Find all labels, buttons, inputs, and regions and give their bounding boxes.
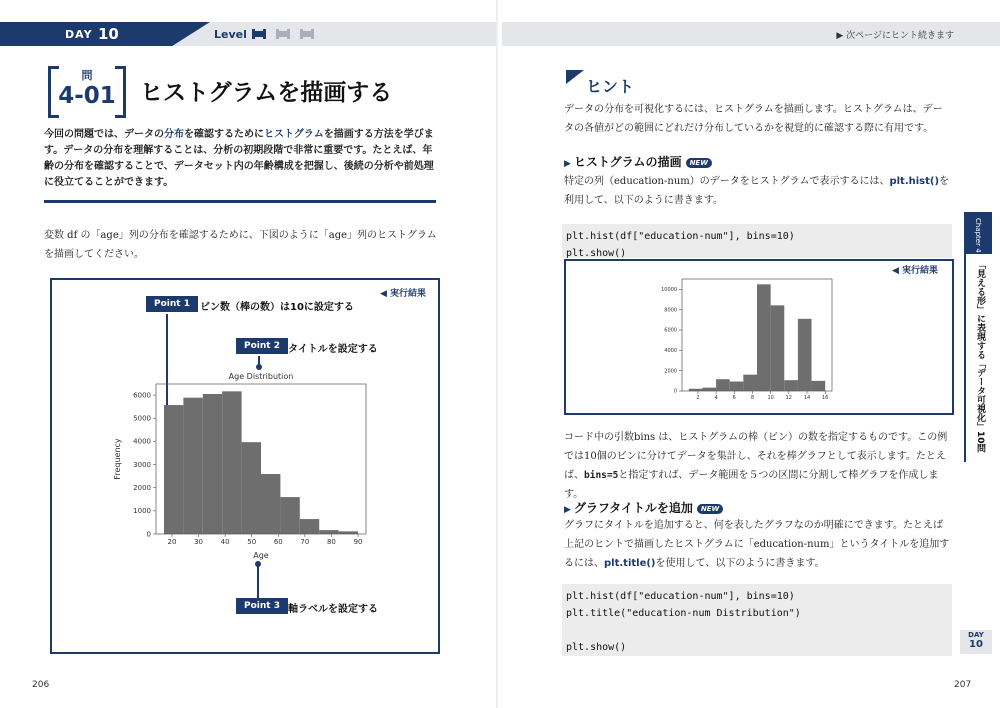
- histogram-bar: [757, 284, 771, 391]
- x-tick-label: 70: [300, 538, 310, 546]
- histogram-bar: [203, 394, 222, 534]
- hint-title: ヒント: [586, 77, 635, 96]
- flag-icon: [566, 70, 584, 84]
- code-line: plt.hist(df["education-num"], bins=10): [566, 591, 795, 602]
- point3-text: 軸ラベルを設定する: [288, 604, 378, 615]
- result-box: [50, 278, 440, 654]
- chapter-number: Chapter 4: [974, 218, 982, 253]
- code-line: plt.title("education-num Distribution"): [566, 608, 801, 619]
- x-tick-label: 6: [732, 395, 736, 401]
- histogram-bar: [222, 391, 241, 534]
- x-tick-label: 2: [696, 395, 700, 401]
- page-number: 207: [954, 680, 972, 690]
- histogram-bar: [319, 530, 338, 534]
- divider: [44, 200, 436, 203]
- day-side-label: DAY: [968, 631, 984, 639]
- histogram-bar: [242, 442, 261, 534]
- subheading-hist: ▶ ヒストグラムの描画 NEW: [564, 153, 712, 170]
- x-axis-label: Age: [253, 551, 269, 560]
- day-side-number: 10: [969, 639, 983, 650]
- new-badge: NEW: [697, 504, 723, 514]
- x-tick-label: 90: [353, 538, 363, 546]
- title-paragraph: グラフにタイトルを追加すると、何を表したグラフなのか明確にできます。たとえば上記のヒントで描画したヒストグラムに「education-num」というタイトルを追加するには、plt.title()を使用して、以下のように書きます。: [564, 520, 950, 569]
- task-text: 変数 df の「age」列の分布を確認するために、下図のように「age」列のヒストグラムを描画してください。: [44, 230, 437, 260]
- histogram-bar: [784, 380, 798, 391]
- point2-text: タイトルを設定する: [288, 344, 378, 355]
- histogram-bar: [743, 375, 757, 391]
- y-tick-label: 0: [146, 530, 151, 539]
- y-tick-label: 8000: [664, 307, 677, 314]
- question-box: [48, 66, 126, 114]
- code-block-1: [562, 224, 952, 258]
- x-tick-label: 16: [821, 395, 829, 401]
- x-tick-label: 80: [326, 538, 336, 546]
- triangle-icon: ▶: [564, 159, 571, 169]
- y-tick-label: 4000: [133, 437, 151, 446]
- code-line: plt.show(): [566, 248, 627, 259]
- chapter-strip: [964, 254, 992, 462]
- day-number: 10: [98, 25, 119, 43]
- level-label: Level: [214, 28, 247, 41]
- histogram-bar: [716, 379, 730, 391]
- subheading-title: ▶ グラフタイトルを追加 NEW: [564, 499, 723, 516]
- histogram-bar: [300, 519, 319, 534]
- x-tick-label: 14: [803, 395, 811, 401]
- y-tick-label: 10000: [661, 287, 677, 294]
- point3-line: [257, 564, 259, 598]
- histogram-bar: [280, 497, 299, 534]
- chart-title: Age Distribution: [228, 372, 294, 381]
- histogram-bar: [261, 474, 280, 534]
- x-tick-label: 40: [220, 538, 230, 546]
- x-tick-label: 8: [750, 395, 755, 401]
- triangle-icon: ▶: [564, 505, 571, 515]
- code-line: [566, 622, 948, 639]
- x-tick-label: 20: [167, 538, 177, 546]
- y-tick-label: 4000: [664, 348, 677, 355]
- histogram-bar: [339, 531, 358, 534]
- point1-tag: Point 1: [146, 296, 198, 312]
- y-tick-label: 1000: [133, 507, 151, 516]
- x-tick-label: 10: [767, 395, 774, 401]
- exec-result-label: ◀ 実行結果: [892, 266, 939, 276]
- left-page: [0, 0, 498, 708]
- point3-tag: Point 3: [236, 598, 288, 614]
- code-line: plt.show(): [566, 642, 627, 653]
- page-number: 206: [32, 680, 50, 690]
- x-tick-label: 50: [247, 538, 257, 546]
- day-label: DAY: [65, 28, 93, 41]
- code-line: plt.hist(df["education-num"], bins=10): [566, 231, 795, 242]
- right-page: [502, 0, 1000, 708]
- code-block-2: [562, 584, 952, 656]
- bins-paragraph: コード中の引数bins は、ヒストグラムの棒（ビン）の数を指定するものです。この例では10個のビンに分けてデータを集計し、それを棒グラフとして表示します。たとえば、bins=5と指定すれば、データ範囲を５つの区間に分割して棒グラフを作成します。: [564, 432, 948, 500]
- age-histogram-chart: [112, 368, 372, 560]
- page-title: ヒストグラムを描画する: [140, 80, 393, 106]
- histogram-bar: [730, 382, 744, 391]
- y-tick-label: 2000: [133, 484, 151, 493]
- histogram-bar: [183, 398, 202, 534]
- y-tick-label: 6000: [664, 327, 677, 334]
- next-page-hint: ▶ 次ページにヒント続きます: [836, 31, 954, 41]
- y-tick-label: 2000: [664, 368, 677, 375]
- level-dumbbell-icon: [276, 31, 290, 37]
- intro-text: 今回の問題では、データの分布を確認するためにヒストグラムを描画する方法を学びます。データの分布を理解することは、分析の初期段階で非常に重要です。たとえば、年齢の分布を確認することで、データセット内の年齢構成を把握し、後続の分析や前処理に役立てることができます。: [44, 129, 434, 188]
- y-axis-label: Frequency: [113, 438, 122, 480]
- chapter-title: 「見える形」に表現する「データ可視化」10問: [975, 260, 985, 453]
- x-tick-label: 12: [785, 395, 793, 401]
- question-number: 4-01: [58, 83, 116, 109]
- point2-tag: Point 2: [236, 338, 288, 354]
- y-tick-label: 3000: [133, 460, 151, 469]
- x-tick-label: 4: [714, 395, 718, 401]
- x-tick-label: 60: [273, 538, 283, 546]
- y-tick-label: 6000: [133, 391, 151, 400]
- new-badge: NEW: [686, 158, 712, 168]
- exec-result-label: ◀ 実行結果: [380, 289, 427, 299]
- day-side-tab: [960, 630, 992, 654]
- y-tick-label: 5000: [133, 414, 151, 423]
- code-output-box: [564, 259, 954, 415]
- level-dumbbell-icon: [300, 31, 314, 37]
- question-label: 問: [81, 69, 93, 82]
- histogram-bar: [702, 388, 716, 391]
- hint-paragraph: データの分布を可視化するには、ヒストグラムを描画します。ヒストグラムは、データの各値がどの範囲にどれだけ分布しているかを視覚的に確認する際に有用です。: [564, 104, 943, 134]
- level-dumbbell-icon: [252, 31, 266, 37]
- point1-text: ビン数（棒の数）は10に設定する: [200, 302, 354, 313]
- x-tick-label: 30: [194, 538, 203, 546]
- y-tick-label: 0: [673, 388, 677, 395]
- histogram-bar: [812, 381, 826, 391]
- histogram-bar: [771, 305, 785, 391]
- education-histogram-chart: [650, 275, 840, 405]
- hist-paragraph: 特定の列（education-num）のデータをヒストグラムで表示するには、plt.hist()を利用して、以下のように書きます。: [564, 176, 950, 206]
- histogram-bar: [164, 405, 183, 534]
- histogram-bar: [798, 319, 812, 391]
